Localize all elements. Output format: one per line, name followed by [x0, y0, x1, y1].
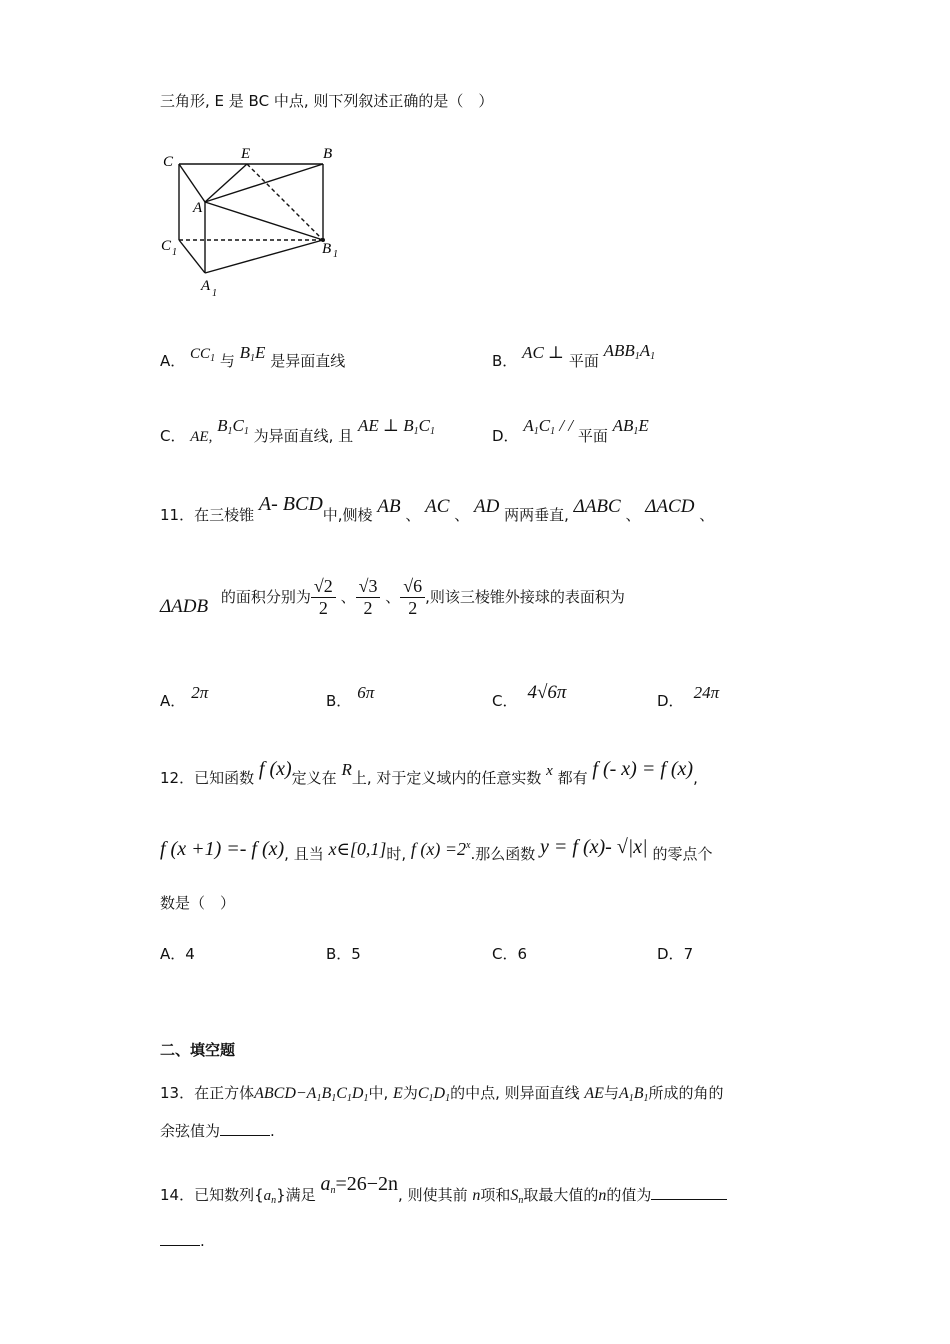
edge-EB1-dashed: [247, 164, 323, 240]
fraction-sqrt3-over-2: $\frac{√3}{2}$: [356, 576, 381, 619]
q11-option-a[interactable]: A． 2π: [160, 683, 209, 710]
label-C1-sub: 1: [172, 247, 177, 258]
q10-option-c[interactable]: C． AE, $B_1C_1$ 为异面直线, 且 AE ⊥ $B_1C_1$: [160, 416, 435, 445]
edge-CA: [179, 164, 205, 202]
label-B1: B: [322, 241, 332, 257]
label-A: A: [193, 200, 203, 216]
edge-AB: [205, 164, 323, 202]
label-A1-sub: 1: [212, 288, 217, 299]
section-title-fill-in: 二、填空题: [160, 1041, 236, 1059]
edge-C1A1: [179, 240, 205, 273]
q12-line3: 数是（ ）: [160, 894, 236, 912]
fraction-sqrt6-over-2: $\frac{√6}{2}$: [400, 576, 425, 619]
q12-option-a[interactable]: A．4: [160, 945, 195, 963]
edge-A1B1: [205, 240, 323, 273]
label-C: C: [163, 154, 174, 170]
q10-stem: 三角形, E 是 BC 中点, 则下列叙述正确的是（ ）: [160, 92, 494, 110]
q14-line1: 14．已知数列$\{a_n\}$满足 $a_n=26-2n$, 则使其前 n项和$S_n$取最大值的n的值为: [160, 1183, 727, 1206]
edge-AE: [205, 164, 247, 202]
q11-option-b[interactable]: B． 6π: [326, 683, 375, 710]
q10-option-d[interactable]: D． $A_1C_1$ / / 平面 $AB_1E$: [492, 416, 649, 445]
q13-line1: 13．在正方体$ABCD-A_1B_1C_1D_1$中, E为$C_1D_1$的中点, 则异面直线 AE与$A_1B_1$所成的角的: [160, 1084, 724, 1104]
q10-figure: [155, 140, 355, 305]
answer-blank[interactable]: [220, 1135, 270, 1136]
answer-blank[interactable]: [651, 1199, 727, 1200]
q11-line2: ΔADB 的面积分别为 $\frac{√2}{2}$ 、 $\frac{√3}{2}$ 、 $\frac{√6}{2}$ ,则该三棱锥外接球的表面积为: [160, 576, 625, 618]
q12-option-c[interactable]: C．6: [492, 945, 528, 963]
q11-option-c[interactable]: C． 4√6π: [492, 682, 567, 710]
edge-AB1: [205, 202, 323, 240]
q14-line2: .: [160, 1232, 205, 1250]
option-label: B．: [492, 352, 518, 370]
option-label: D．: [492, 427, 519, 445]
q13-line2: 余弦值为 .: [160, 1122, 275, 1140]
q12-option-d[interactable]: D．7: [657, 945, 694, 963]
label-C1: C: [161, 238, 172, 254]
label-B1-sub: 1: [333, 249, 338, 260]
q12-line1: 12．已知函数 f (x)定义在 R上, 对于定义域内的任意实数 x 都有 f (- x) = f (x),: [160, 758, 698, 787]
label-A1: A: [201, 278, 211, 294]
q11-line1: 11．在三棱锥 A- BCD中,侧棱 AB 、 AC 、 AD 两两垂直, ΔABC 、 ΔACD 、: [160, 493, 715, 524]
q10-option-b[interactable]: B． AC ⊥ 平面 $ABB_1A_1$: [492, 341, 656, 370]
option-label: C．: [160, 427, 186, 445]
label-B: B: [323, 146, 333, 162]
q11-option-d[interactable]: D． 24π: [657, 683, 720, 710]
fraction-sqrt2-over-2: $\frac{√2}{2}$: [311, 576, 336, 619]
answer-blank-continued[interactable]: [160, 1245, 200, 1246]
q12-option-b[interactable]: B．5: [326, 945, 361, 963]
q12-line2: f (x +1) =- f (x), 且当 x∈[0,1]时, f $(x) =2^x$.那么函数 y = f (x)- √|x| 的零点个: [160, 836, 713, 863]
label-E: E: [241, 146, 251, 162]
option-label: A．: [160, 352, 186, 370]
q10-option-a[interactable]: A． $CC_1$ 与 $B_1E$ 是异面直线: [160, 343, 346, 370]
